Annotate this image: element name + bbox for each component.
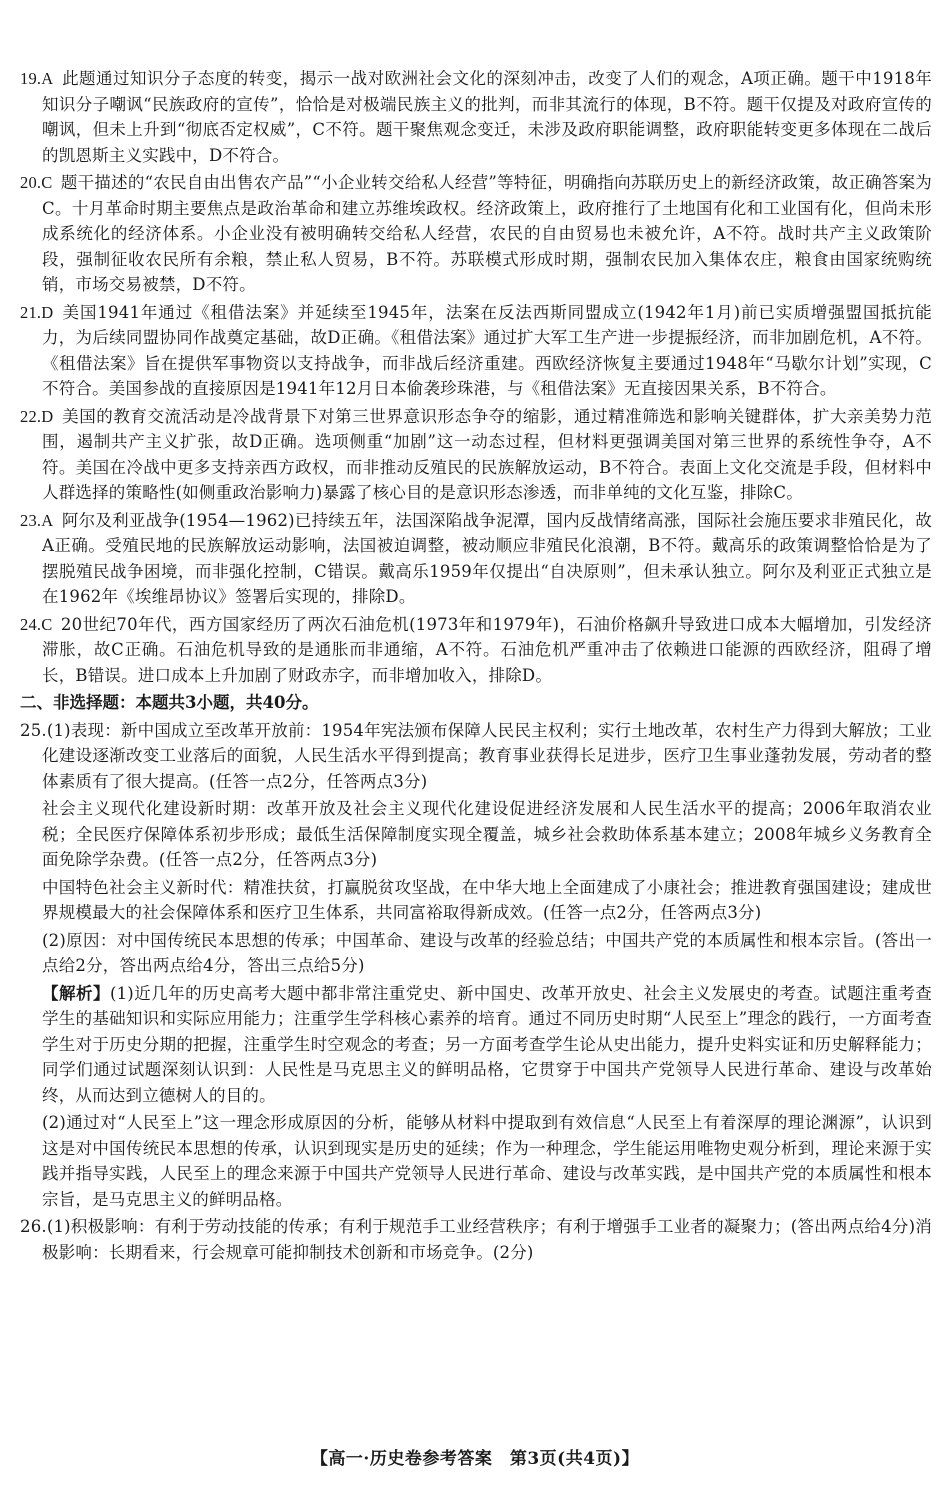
- analysis-text: (1)近几年的历史高考大题中都非常注重党史、新中国史、改革开放史、社会主义发展史的考查。试题注重考查学生的基础知识和实际应用能力；注重学生学科核心素养的培育。通过不同历史时期“人民至上”理念的践行，一方面考查学生对于历史分期的把握，注重学生时空观念的考查；另一方面考查学生论从史出能力，提升史料实证和历史解释能力；同学们通过试题深刻认识到：人民性是马克思主义的鲜明品格，它贯穿于中国共产党领导人民进行革命、建设与改革始终，从而达到立德树人的目的。: [42, 983, 932, 1105]
- section-heading: 二、非选择题：本题共3小题，共40分。: [20, 693, 319, 712]
- answer-text: 阿尔及利亚战争(1954—1962)已持续五年，法国深陷战争泥潭，国内反战情绪高涨，国际社会施压要求非殖民化，故A正确。受殖民地的民族解放运动影响，法国被迫调整，被动顺应非殖民化浪潮，B不符。戴高乐的政策调整恰恰是为了摆脱殖民战争困境，而非强化控制，C错误。戴高乐1959年仅提出“自决原则”，但未承认独立。阿尔及利亚正式独立是在1962年《埃维昂协议》签署后实现的，排除D。: [42, 510, 932, 606]
- page-footer: 【高一·历史卷参考答案 第3页(共4页)】: [310, 1449, 640, 1469]
- answer-text: 此题通过知识分子态度的转变，揭示一战对欧洲社会文化的深刻冲击，改变了人们的观念，A项正确。题干中1918年知识分子嘲讽“民族政府的宣传”，恰恰是对极端民族主义的批判，而非其流行的体现，B不符。题干仅提及对政府宣传的嘲讽，但未上升到“彻底否定权威”，C不符。题干聚焦观念变迁，未涉及政府职能调整，政府职能转变更多体现在二战后的凯恩斯主义实践中，D不符合。: [42, 69, 932, 165]
- answer-number: 20.C: [20, 173, 53, 192]
- answer-content: [20, 66, 932, 1267]
- answer-number: 21.D: [20, 302, 54, 322]
- answer-25-part2: (2)原因：对中国传统民本思想的传承；中国革命、建设与改革的经验总结；中国共产党的本质属性和根本宗旨。(答出一点给2分，答出两点给4分，答出三点给5分): [42, 930, 932, 975]
- answer-number: 22.D: [20, 406, 54, 426]
- answer-text: 20世纪70年代，西方国家经历了两次石油危机(1973年和1979年)，石油价格飙升导致进口成本大幅增加，引发经济滞胀，故C正确。石油危机导致的是通胀而非通缩，A不符。石油危机严重冲击了依赖进口能源的西欧经济，阻碍了增长，B错误。进口成本上升加剧了财政赤字，而非增加收入，排除D。: [42, 614, 932, 685]
- answer-text: 美国的教育交流活动是冷战背景下对第三世界意识形态争夺的缩影，通过精准筛选和影响关键群体，扩大亲美势力范围，遏制共产主义扩张，故D正确。选项侧重“加剧”这一动态过程，但材料更强调美国对第三世界的系统性争夺，A不符。美国在冷战中更多支持亲西方政权，而非推动反殖民的民族解放运动，B不符合。表面上文化交流是手段，但材料中人群选择的策略性(如侧重政治影响力)暴露了核心目的是意识形态渗透，而非单纯的文化互鉴，排除C。: [42, 406, 932, 502]
- answer-20: [20, 170, 932, 298]
- analysis-paragraph-2: (2)通过对“人民至上”这一理念形成原因的分析，能够从材料中提取到有效信息“人民至上有着深厚的理论渊源”，认识到这是对中国传统民本思想的传承，认识到现实是历史的延续；作为一种理念，学生能运用唯物史观分析到，理论来源于实践并指导实践，人民至上的理念来源于中国共产党领导人民进行革命、建设与改革实践，是中国共产党的本质属性和根本宗旨，是马克思主义的鲜明品格。: [42, 1113, 932, 1209]
- answer-number: 19.A: [20, 69, 54, 88]
- answer-23: [20, 508, 932, 610]
- answer-number: 24.C: [20, 614, 53, 634]
- answer-25-period2: 社会主义现代化建设新时期：改革开放及社会主义现代化建设促进经济发展和人民生活水平的提高；2006年取消农业税；全民医疗保障体系初步形成；最低生活保障制度实现全覆盖，城乡社会救助体系基本建立；2008年城乡义务教育全面免除学杂费。(任答一点2分，任答两点3分): [42, 799, 932, 869]
- answer-text: 美国1941年通过《租借法案》并延续至1945年，法案在反法西斯同盟成立(1942年1月)前已实质增强盟国抵抗能力，为后续同盟协同作战奠定基础，故D正确。《租借法案》通过扩大军工生产进一步提振经济，而非加剧危机，A不符。《租借法案》旨在提供军事物资以支持战争，而非战后经济重建。西欧经济恢复主要通过1948年“马歇尔计划”实现，C不符合。美国参战的直接原因是1941年12月日本偷袭珍珠港，与《租借法案》无直接因果关系，B不符合。: [42, 302, 932, 398]
- answer-21: [20, 300, 932, 402]
- analysis-label: 【解析】: [42, 983, 110, 1003]
- answer-number: 23.A: [20, 510, 54, 530]
- answer-text: 题干描述的“农民自由出售农产品”“小企业转交给私人经营”等特征，明确指向苏联历史上的新经济政策，故正确答案为C。十月革命时期主要焦点是政治革命和建立苏维埃政权。经济政策上，政府推行了土地国有化和工业国有化，但尚未形成系统化的经济体系。小企业没有被明确转交给私人经营，农民的自由贸易也未被允许，A不符。战时共产主义政策阶段，强制征收农民所有余粮，禁止私人贸易，B不符。苏联模式形成时期，强制农民加入集体农庄，粮食由国家统购统销，市场交易被禁，D不符。: [42, 173, 932, 294]
- answer-19: [20, 66, 932, 168]
- answer-25-period3: 中国特色社会主义新时代：精准扶贫，打赢脱贫攻坚战，在中华大地上全面建成了小康社会；推进教育强国建设；建成世界规模最大的社会保障体系和医疗卫生体系，共同富裕取得新成效。(任答一点2分，任答两点3分): [42, 877, 932, 922]
- answer-22: [20, 404, 932, 506]
- answer-24: [20, 612, 932, 689]
- analysis-paragraph-1: [20, 981, 932, 1109]
- answer-26-part1: 26.(1)积极影响：有利于劳动技能的传承；有利于规范手工业经营秩序；有利于增强手工业者的凝聚力；(答出两点给4分)消极影响：长期看来，行会规章可能抑制技术创新和市场竞争。(2分): [20, 1217, 932, 1262]
- answer-25-part1: 25.(1)表现：新中国成立至改革开放前：1954年宪法颁布保障人民民主权利；实行土地改革，农村生产力得到大解放；工业化建设逐渐改变工业落后的面貌，人民生活水平得到提高；教育事业获得长足进步，医疗卫生事业蓬勃发展，劳动者的整体素质有了很大提高。(任答一点2分，任答两点3分): [20, 720, 932, 791]
